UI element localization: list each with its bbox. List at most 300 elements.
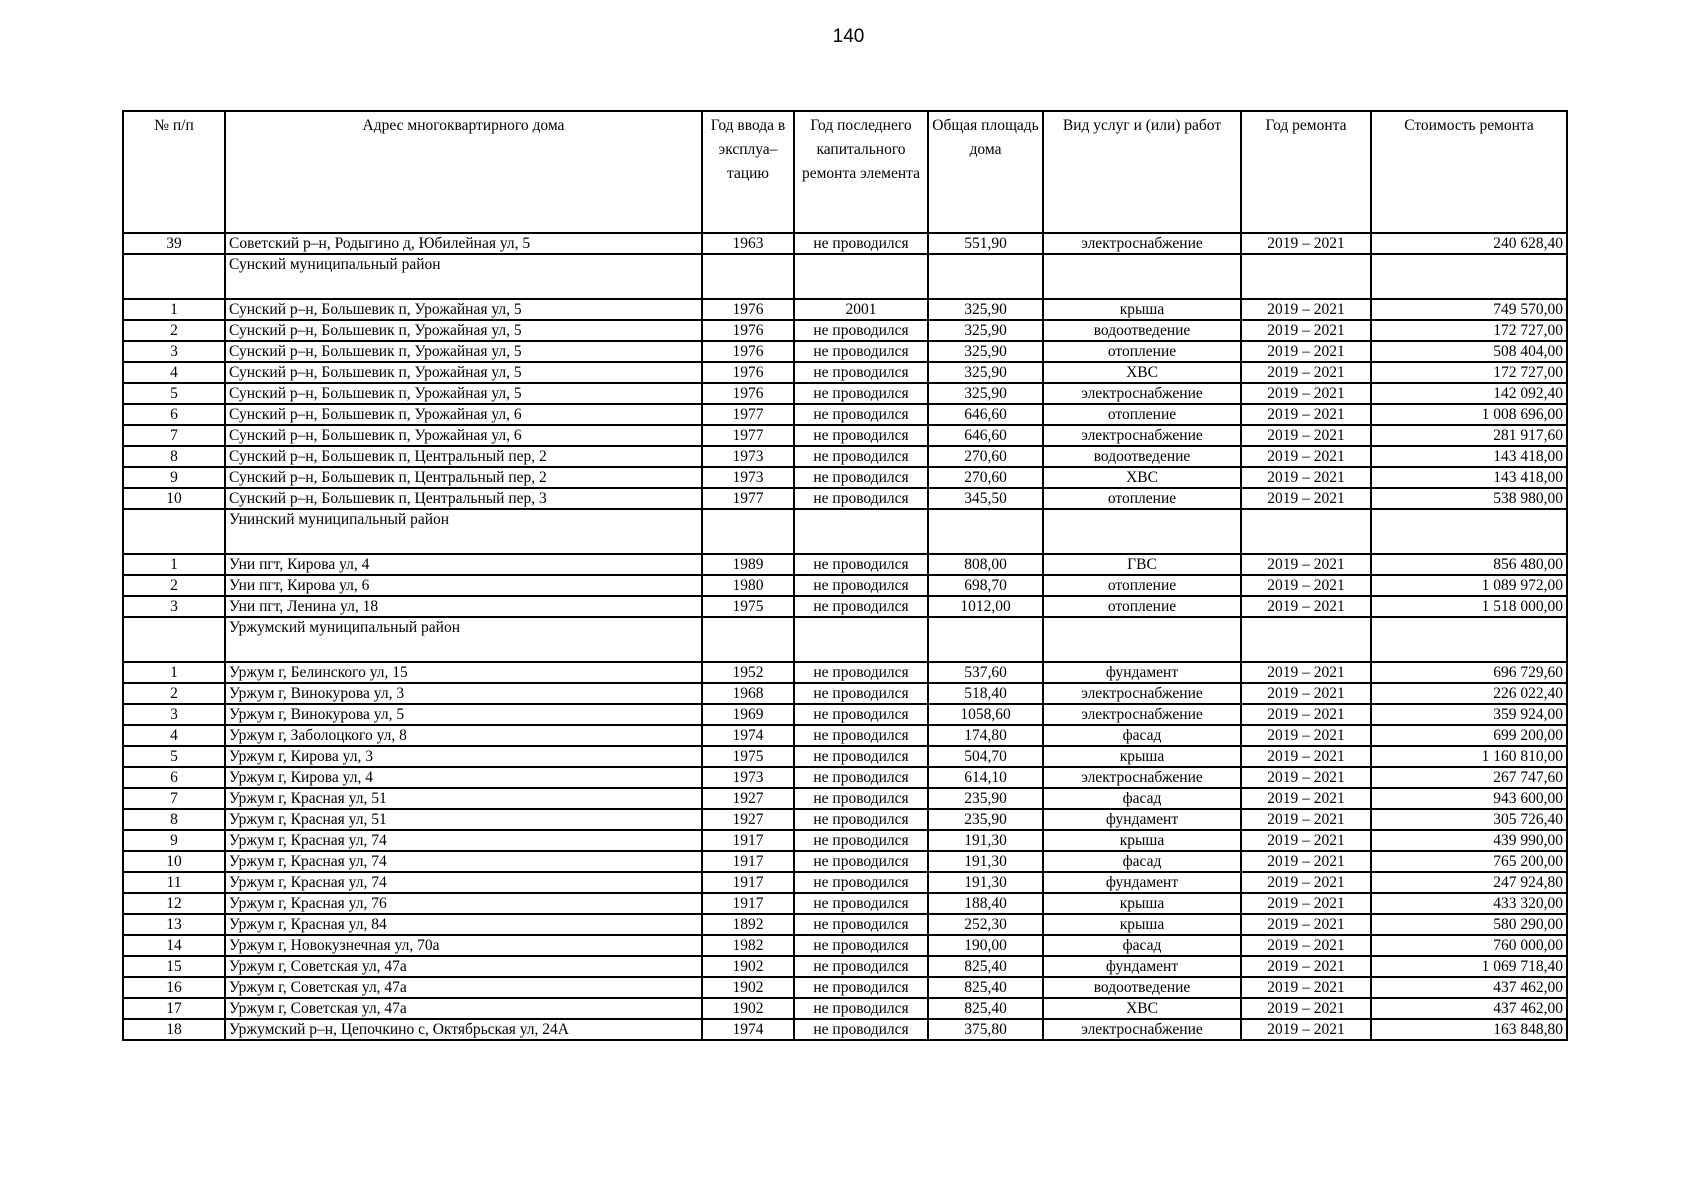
cell-address: Сунский р–н, Большевик п, Урожайная ул, 6 [225,404,702,425]
cell-cost: 281 917,60 [1371,425,1567,446]
table-row [123,554,1567,575]
cell-year-built: 1982 [702,935,794,956]
cell-work-type: отопление [1043,341,1241,362]
cell-year-built: 1977 [702,404,794,425]
empty-cell [1371,509,1567,554]
cell-work-type: водоотведение [1043,320,1241,341]
cell-work-type: фундамент [1043,872,1241,893]
table-row [123,872,1567,893]
table-row [123,320,1567,341]
cell-num: 16 [123,977,225,998]
cell-cost: 143 418,00 [1371,467,1567,488]
cell-last-repair: не проводился [794,233,928,254]
cell-cost: 437 462,00 [1371,977,1567,998]
table-row [123,977,1567,998]
cell-num: 17 [123,998,225,1019]
cell-repair-period: 2019 – 2021 [1241,977,1371,998]
cell-cost: 359 924,00 [1371,704,1567,725]
cell-year-built: 1976 [702,320,794,341]
cell-work-type: отопление [1043,575,1241,596]
cell-area: 190,00 [928,935,1043,956]
cell-year-built: 1917 [702,851,794,872]
cell-num: 6 [123,404,225,425]
empty-cell [1241,254,1371,299]
cell-cost: 696 729,60 [1371,662,1567,683]
header-cost: Стоимость ремонта [1371,111,1567,233]
cell-area: 698,70 [928,575,1043,596]
cell-address: Советский р–н, Родыгино д, Юбилейная ул, 5 [225,233,702,254]
cell-year-built: 1917 [702,893,794,914]
cell-year-built: 1989 [702,554,794,575]
cell-year-built: 1975 [702,596,794,617]
cell-work-type: водоотведение [1043,977,1241,998]
empty-cell [702,509,794,554]
cell-address: Уржум г, Красная ул, 84 [225,914,702,935]
cell-last-repair: не проводился [794,977,928,998]
cell-last-repair: не проводился [794,872,928,893]
cell-area: 1058,60 [928,704,1043,725]
cell-work-type: ХВС [1043,362,1241,383]
cell-num: 8 [123,446,225,467]
table-row [123,575,1567,596]
cell-last-repair: не проводился [794,362,928,383]
cell-cost: 538 980,00 [1371,488,1567,509]
cell-address: Уржум г, Советская ул, 47а [225,977,702,998]
cell-cost: 943 600,00 [1371,788,1567,809]
cell-address: Уржумский р–н, Цепочкино с, Октябрьская ул, 24А [225,1019,702,1040]
cell-work-type: электроснабжение [1043,767,1241,788]
cell-num: 12 [123,893,225,914]
cell-last-repair: не проводился [794,662,928,683]
cell-num: 5 [123,383,225,404]
cell-work-type: крыша [1043,830,1241,851]
cell-repair-period: 2019 – 2021 [1241,299,1371,320]
cell-cost: 142 092,40 [1371,383,1567,404]
cell-year-built: 1980 [702,575,794,596]
cell-work-type: электроснабжение [1043,704,1241,725]
cell-cost: 172 727,00 [1371,362,1567,383]
cell-area: 191,30 [928,830,1043,851]
cell-address: Сунский р–н, Большевик п, Урожайная ул, 6 [225,425,702,446]
cell-cost: 1 160 810,00 [1371,746,1567,767]
cell-num: 7 [123,788,225,809]
cell-area: 825,40 [928,998,1043,1019]
cell-num: 1 [123,662,225,683]
cell-address: Сунский р–н, Большевик п, Центральный пер, 2 [225,467,702,488]
empty-cell [928,617,1043,662]
table-row [123,704,1567,725]
cell-work-type: водоотведение [1043,446,1241,467]
cell-year-built: 1902 [702,998,794,1019]
cell-num: 13 [123,914,225,935]
cell-year-built: 1976 [702,299,794,320]
cell-last-repair: не проводился [794,767,928,788]
empty-cell [1241,509,1371,554]
cell-area: 518,40 [928,683,1043,704]
cell-last-repair: не проводился [794,1019,928,1040]
cell-repair-period: 2019 – 2021 [1241,341,1371,362]
cell-num: 2 [123,683,225,704]
cell-num: 4 [123,362,225,383]
cell-area: 270,60 [928,446,1043,467]
cell-work-type: электроснабжение [1043,233,1241,254]
cell-last-repair: не проводился [794,746,928,767]
cell-cost: 267 747,60 [1371,767,1567,788]
table-row [123,446,1567,467]
cell-cost: 1 069 718,40 [1371,956,1567,977]
cell-cost: 760 000,00 [1371,935,1567,956]
cell-address: Сунский р–н, Большевик п, Урожайная ул, 5 [225,383,702,404]
cell-repair-period: 2019 – 2021 [1241,554,1371,575]
table-row [123,830,1567,851]
cell-year-built: 1973 [702,767,794,788]
cell-cost: 247 924,80 [1371,872,1567,893]
cell-last-repair: не проводился [794,467,928,488]
empty-cell [123,509,225,554]
cell-work-type: крыша [1043,914,1241,935]
cell-repair-period: 2019 – 2021 [1241,956,1371,977]
cell-last-repair: не проводился [794,575,928,596]
table-row [123,746,1567,767]
cell-last-repair: не проводился [794,788,928,809]
cell-cost: 1 518 000,00 [1371,596,1567,617]
cell-repair-period: 2019 – 2021 [1241,320,1371,341]
cell-area: 375,80 [928,1019,1043,1040]
cell-num: 14 [123,935,225,956]
cell-work-type: крыша [1043,299,1241,320]
cell-last-repair: не проводился [794,851,928,872]
empty-cell [928,509,1043,554]
cell-cost: 143 418,00 [1371,446,1567,467]
cell-area: 325,90 [928,362,1043,383]
cell-repair-period: 2019 – 2021 [1241,893,1371,914]
cell-address: Сунский р–н, Большевик п, Урожайная ул, 5 [225,362,702,383]
cell-cost: 240 628,40 [1371,233,1567,254]
cell-last-repair: 2001 [794,299,928,320]
header-num: № п/п [123,111,225,233]
cell-work-type: ХВС [1043,467,1241,488]
section-row [123,254,1567,299]
cell-repair-period: 2019 – 2021 [1241,575,1371,596]
cell-year-built: 1902 [702,956,794,977]
cell-num: 11 [123,872,225,893]
table-row [123,893,1567,914]
cell-cost: 699 200,00 [1371,725,1567,746]
cell-num: 6 [123,767,225,788]
cell-year-built: 1976 [702,383,794,404]
cell-address: Сунский р–н, Большевик п, Урожайная ул, 5 [225,320,702,341]
cell-address: Уржум г, Советская ул, 47а [225,998,702,1019]
cell-address: Уржум г, Красная ул, 51 [225,809,702,830]
cell-address: Уржум г, Красная ул, 74 [225,851,702,872]
cell-repair-period: 2019 – 2021 [1241,914,1371,935]
cell-address: Уржум г, Кирова ул, 3 [225,746,702,767]
cell-work-type: отопление [1043,488,1241,509]
table-row [123,299,1567,320]
page-number: 140 [832,26,865,47]
cell-last-repair: не проводился [794,596,928,617]
cell-year-built: 1952 [702,662,794,683]
cell-repair-period: 2019 – 2021 [1241,788,1371,809]
section-title: Уржумский муниципальный район [225,617,702,662]
header-year-built: Год ввода в эксплуа–тацию [702,111,794,233]
cell-work-type: фасад [1043,851,1241,872]
cell-num: 39 [123,233,225,254]
cell-address: Сунский р–н, Большевик п, Урожайная ул, 5 [225,299,702,320]
cell-address: Сунский р–н, Большевик п, Урожайная ул, 5 [225,341,702,362]
cell-repair-period: 2019 – 2021 [1241,935,1371,956]
cell-work-type: фундамент [1043,809,1241,830]
cell-num: 5 [123,746,225,767]
header-address: Адрес многоквартирного дома [225,111,702,233]
cell-num: 1 [123,299,225,320]
cell-num: 3 [123,596,225,617]
cell-area: 1012,00 [928,596,1043,617]
cell-last-repair: не проводился [794,830,928,851]
section-row [123,617,1567,662]
cell-repair-period: 2019 – 2021 [1241,446,1371,467]
cell-year-built: 1968 [702,683,794,704]
empty-cell [1241,617,1371,662]
cell-year-built: 1969 [702,704,794,725]
section-title: Сунский муниципальный район [225,254,702,299]
cell-repair-period: 2019 – 2021 [1241,404,1371,425]
cell-num: 1 [123,554,225,575]
cell-area: 825,40 [928,956,1043,977]
cell-work-type: фасад [1043,788,1241,809]
cell-year-built: 1976 [702,341,794,362]
cell-year-built: 1973 [702,467,794,488]
cell-repair-period: 2019 – 2021 [1241,683,1371,704]
cell-num: 3 [123,341,225,362]
header-last-repair: Год последнего капитального ремонта элемента [794,111,928,233]
cell-year-built: 1973 [702,446,794,467]
cell-cost: 856 480,00 [1371,554,1567,575]
cell-work-type: крыша [1043,893,1241,914]
cell-address: Уржум г, Белинского ул, 15 [225,662,702,683]
empty-cell [1043,617,1241,662]
table-row [123,998,1567,1019]
cell-cost: 765 200,00 [1371,851,1567,872]
cell-cost: 163 848,80 [1371,1019,1567,1040]
cell-repair-period: 2019 – 2021 [1241,704,1371,725]
cell-num: 8 [123,809,225,830]
cell-work-type: фасад [1043,725,1241,746]
table-row [123,851,1567,872]
cell-cost: 1 008 696,00 [1371,404,1567,425]
cell-last-repair: не проводился [794,383,928,404]
cell-num: 7 [123,425,225,446]
header-row [123,111,1567,233]
cell-year-built: 1927 [702,809,794,830]
cell-area: 614,10 [928,767,1043,788]
cell-repair-period: 2019 – 2021 [1241,488,1371,509]
cell-repair-period: 2019 – 2021 [1241,872,1371,893]
cell-num: 15 [123,956,225,977]
table-row [123,233,1567,254]
cell-work-type: отопление [1043,596,1241,617]
cell-last-repair: не проводился [794,893,928,914]
cell-repair-period: 2019 – 2021 [1241,383,1371,404]
table-row [123,683,1567,704]
cell-year-built: 1977 [702,488,794,509]
cell-cost: 305 726,40 [1371,809,1567,830]
table-row [123,467,1567,488]
empty-cell [928,254,1043,299]
cell-work-type: крыша [1043,746,1241,767]
cell-repair-period: 2019 – 2021 [1241,425,1371,446]
cell-year-built: 1963 [702,233,794,254]
table-row [123,914,1567,935]
cell-work-type: ХВС [1043,998,1241,1019]
cell-area: 808,00 [928,554,1043,575]
cell-cost: 226 022,40 [1371,683,1567,704]
cell-area: 325,90 [928,383,1043,404]
cell-last-repair: не проводился [794,488,928,509]
cell-repair-period: 2019 – 2021 [1241,1019,1371,1040]
cell-repair-period: 2019 – 2021 [1241,662,1371,683]
cell-last-repair: не проводился [794,341,928,362]
cell-address: Уржум г, Красная ул, 51 [225,788,702,809]
cell-address: Уни пгт, Кирова ул, 4 [225,554,702,575]
table-row [123,425,1567,446]
cell-year-built: 1927 [702,788,794,809]
cell-area: 270,60 [928,467,1043,488]
table-row [123,788,1567,809]
empty-cell [794,254,928,299]
cell-last-repair: не проводился [794,914,928,935]
table-row [123,662,1567,683]
cell-address: Уржум г, Советская ул, 47а [225,956,702,977]
cell-cost: 1 089 972,00 [1371,575,1567,596]
cell-num: 10 [123,851,225,872]
cell-repair-period: 2019 – 2021 [1241,362,1371,383]
empty-cell [1371,617,1567,662]
cell-num: 2 [123,320,225,341]
cell-num: 10 [123,488,225,509]
cell-year-built: 1974 [702,725,794,746]
empty-cell [1043,254,1241,299]
cell-repair-period: 2019 – 2021 [1241,746,1371,767]
section-title: Унинский муниципальный район [225,509,702,554]
cell-cost: 749 570,00 [1371,299,1567,320]
cell-repair-period: 2019 – 2021 [1241,851,1371,872]
cell-last-repair: не проводился [794,956,928,977]
table-row [123,488,1567,509]
table-row [123,383,1567,404]
cell-address: Сунский р–н, Большевик п, Центральный пер, 3 [225,488,702,509]
cell-area: 325,90 [928,341,1043,362]
cell-num: 18 [123,1019,225,1040]
empty-cell [1371,254,1567,299]
header-work-type: Вид услуг и (или) работ [1043,111,1241,233]
cell-area: 191,30 [928,851,1043,872]
cell-area: 325,90 [928,299,1043,320]
cell-year-built: 1977 [702,425,794,446]
cell-area: 252,30 [928,914,1043,935]
cell-area: 235,90 [928,809,1043,830]
cell-last-repair: не проводился [794,554,928,575]
cell-year-built: 1974 [702,1019,794,1040]
cell-area: 174,80 [928,725,1043,746]
table-row [123,596,1567,617]
cell-address: Уржум г, Новокузнечная ул, 70а [225,935,702,956]
cell-year-built: 1975 [702,746,794,767]
cell-last-repair: не проводился [794,425,928,446]
cell-address: Сунский р–н, Большевик п, Центральный пер, 2 [225,446,702,467]
table-row [123,1019,1567,1040]
cell-last-repair: не проводился [794,683,928,704]
repair-registry-table [122,110,1568,1041]
cell-area: 325,90 [928,320,1043,341]
cell-num: 2 [123,575,225,596]
cell-last-repair: не проводился [794,446,928,467]
cell-work-type: электроснабжение [1043,1019,1241,1040]
cell-address: Уржум г, Красная ул, 74 [225,872,702,893]
cell-cost: 437 462,00 [1371,998,1567,1019]
cell-num: 9 [123,467,225,488]
cell-work-type: фундамент [1043,956,1241,977]
table-row [123,956,1567,977]
cell-num: 4 [123,725,225,746]
cell-area: 504,70 [928,746,1043,767]
table-row [123,725,1567,746]
empty-cell [702,254,794,299]
cell-cost: 433 320,00 [1371,893,1567,914]
header-repair-period: Год ремонта [1241,111,1371,233]
cell-address: Уржум г, Винокурова ул, 5 [225,704,702,725]
cell-repair-period: 2019 – 2021 [1241,467,1371,488]
cell-work-type: отопление [1043,404,1241,425]
empty-cell [794,509,928,554]
table-row [123,341,1567,362]
cell-work-type: ГВС [1043,554,1241,575]
cell-last-repair: не проводился [794,404,928,425]
table-row [123,404,1567,425]
cell-year-built: 1976 [702,362,794,383]
cell-repair-period: 2019 – 2021 [1241,809,1371,830]
cell-area: 345,50 [928,488,1043,509]
table-row [123,362,1567,383]
cell-area: 551,90 [928,233,1043,254]
cell-repair-period: 2019 – 2021 [1241,233,1371,254]
cell-year-built: 1917 [702,830,794,851]
cell-cost: 580 290,00 [1371,914,1567,935]
cell-address: Уржум г, Красная ул, 74 [225,830,702,851]
empty-cell [702,617,794,662]
cell-area: 191,30 [928,872,1043,893]
cell-year-built: 1892 [702,914,794,935]
empty-cell [123,254,225,299]
table-header [123,111,1567,233]
cell-work-type: электроснабжение [1043,383,1241,404]
cell-year-built: 1917 [702,872,794,893]
cell-repair-period: 2019 – 2021 [1241,998,1371,1019]
cell-last-repair: не проводился [794,998,928,1019]
cell-work-type: фундамент [1043,662,1241,683]
section-row [123,509,1567,554]
cell-area: 537,60 [928,662,1043,683]
cell-last-repair: не проводился [794,935,928,956]
cell-area: 188,40 [928,893,1043,914]
cell-year-built: 1902 [702,977,794,998]
cell-repair-period: 2019 – 2021 [1241,767,1371,788]
cell-area: 646,60 [928,425,1043,446]
cell-num: 9 [123,830,225,851]
cell-work-type: электроснабжение [1043,683,1241,704]
table-row [123,809,1567,830]
cell-address: Уржум г, Заболоцкого ул, 8 [225,725,702,746]
